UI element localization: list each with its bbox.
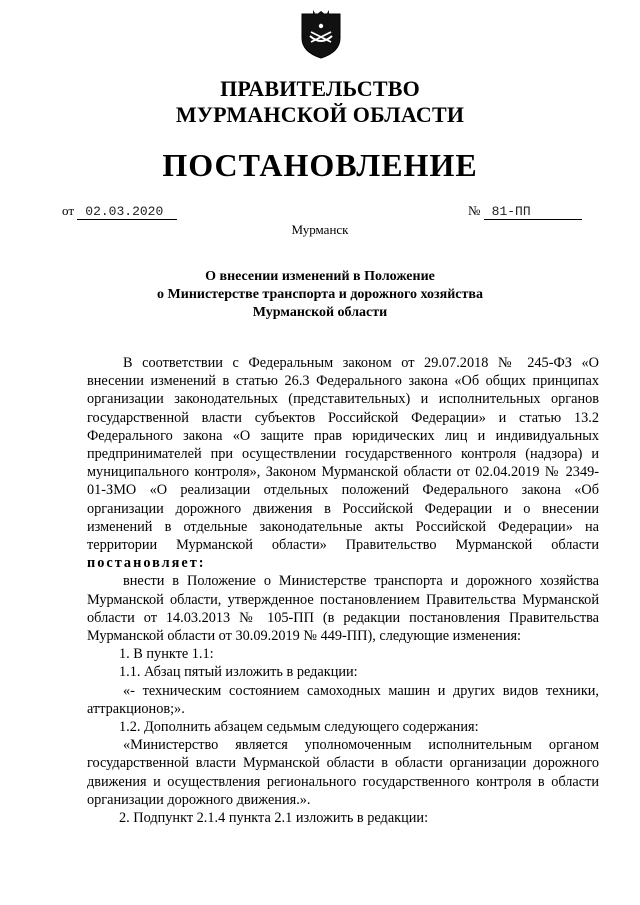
subject-line1: О внесении изменений в Положение [205, 269, 435, 284]
city-name: Мурманск [291, 222, 349, 237]
date-label: от [62, 203, 75, 218]
coat-of-arms-icon [299, 8, 343, 60]
main-clause-paragraph: внести в Положение о Министерстве транспорта и дорожного хозяйства Мурманской области, утвержденное постановлением Правительства Мурманской области от 14.03.2013 № 105-ПП (в редакции постановления Правительства Мурманской области от 30.09.2019 № 449-ПП), следующие изменения: [87, 573, 599, 645]
number-label: № [468, 203, 481, 218]
government-title [0, 76, 640, 128]
document-type-title: ПОСТАНОВЛЕНИЕ [162, 147, 478, 183]
decree-subject [0, 268, 640, 322]
government-title-line1: ПРАВИТЕЛЬСТВО [220, 76, 420, 101]
item-1-2-paragraph: 1.2. Дополнить абзацем седьмым следующего содержания: [119, 719, 479, 736]
number-value: 81-ПП [484, 204, 582, 220]
item-2-paragraph: 2. Подпункт 2.1.4 пункта 2.1 изложить в редакции: [119, 810, 429, 827]
date-value: 02.03.2020 [77, 204, 177, 220]
coat-of-arms-emblem [299, 8, 343, 60]
item-1-1-text-paragraph: «- техническим состоянием самоходных машин и других видов техники, аттракционов;». [87, 682, 599, 717]
government-title-line2: МУРМАНСКОЙ ОБЛАСТИ [175, 102, 465, 127]
subject-line3: Мурманской области [252, 305, 388, 320]
subject-line2: о Министерстве транспорта и дорожного хозяйства [157, 287, 483, 302]
number-line [468, 203, 582, 220]
item-1-paragraph: 1. В пункте 1.1: [119, 646, 214, 663]
decree-body [87, 354, 599, 827]
date-line [62, 203, 177, 220]
item-1-2-text-paragraph: «Министерство является уполномоченным исполнительным органом государственной власти Мурманской области в области организации дорожного движения и осуществления регионального государственного контроля в области организации дорожного движения.». [87, 737, 599, 808]
resolve-word: постановляет: [87, 555, 206, 572]
item-1-1-paragraph: 1.1. Абзац пятый изложить в редакции: [119, 664, 358, 681]
preamble-paragraph [87, 354, 599, 572]
preamble-text: В соответствии с Федеральным законом от 29.07.2018 № 245-ФЗ «О внесении изменений в статью 26.3 Федерального закона «Об общих принципах организации законодательных (представительных) и исполнительных органов государственной власти субъектов Российской Федерации» и статью 13.2 Федерального закона «О защите прав юридических лиц и индивидуальных предпринимателей при осуществлении государственного контроля (надзора) и муниципального контроля», Законом Мурманской области от 02.04.2019 № 2349-01-ЗМО «О реализации отдельных положений Федерального закона «Об организации дорожного движения в Российской Федерации и о внесении изменений в отдельные законодательные акты Российской Федерации» на территории Мурманской области» Правительство Мурманской области [87, 355, 599, 554]
